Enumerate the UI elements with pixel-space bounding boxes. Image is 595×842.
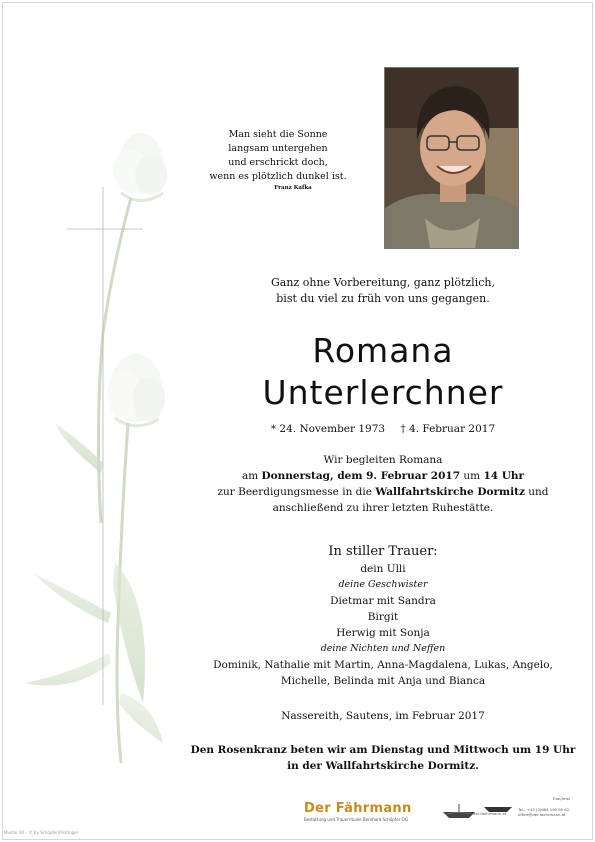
- rose-bloom-upper: [113, 133, 167, 201]
- mourner-line: Birgit: [367, 611, 399, 623]
- quote-line: wenn es plötzlich dunkel ist.: [209, 171, 347, 182]
- invite-text: zur Beerdigungsmesse in die: [217, 486, 376, 498]
- mourners-heading: In stiller Trauer:: [328, 544, 438, 559]
- footer-contact: [518, 796, 578, 817]
- quote-line: und erschrickt doch,: [228, 157, 328, 168]
- deceased-last-name: Unterlerchner: [262, 373, 504, 412]
- funeral-date: Donnerstag, dem 9. Februar 2017: [261, 470, 461, 482]
- life-dates: [183, 423, 583, 435]
- quote-block: [193, 128, 363, 192]
- church-name: Wallfahrtskirche Dormitz: [375, 486, 525, 498]
- birth-date: * 24. November 1973: [270, 423, 386, 435]
- quote-line: langsam untergehen: [228, 143, 328, 154]
- invite-line-4: anschließend zu ihrer letzten Ruhestätte.: [272, 502, 494, 514]
- invite-line-1: Wir begleiten Romana: [323, 454, 443, 466]
- brand-name: Der Fährmann: [304, 801, 412, 816]
- funeral-invitation: [183, 452, 583, 516]
- boat-icon: [441, 802, 477, 820]
- mourner-group-label: deine Geschwister: [338, 579, 428, 590]
- quote-author: Franz Kafka: [274, 185, 312, 191]
- portrait-image: [385, 68, 518, 248]
- mourner-line: Dietmar mit Sandra: [330, 595, 436, 607]
- mourner-line: Michelle, Belinda mit Anja und Bianca: [280, 675, 486, 687]
- contact-label: Tirol/Imst: [552, 796, 570, 801]
- invite-line-2: [183, 468, 583, 484]
- rose-decoration: [3, 3, 203, 839]
- small-print: Muster 00 – © by Schöpfer/Pirstinger: [4, 830, 79, 835]
- contact-phone: Tel.: +43 (0)664 195 99 62: [518, 807, 570, 812]
- rosary-line: Den Rosenkranz beten wir am Dienstag und Mittwoch um 19 Uhr: [190, 744, 576, 756]
- death-date: † 4. Februar 2017: [400, 423, 496, 435]
- mourner-line: Herwig mit Sonja: [336, 627, 430, 639]
- invite-line-3: [183, 484, 583, 500]
- mourner-line: Dominik, Nathalie mit Martin, Anna-Magdalena, Lukas, Angelo,: [213, 659, 553, 671]
- quote-line: Man sieht die Sonne: [228, 129, 328, 140]
- mourner-line: dein Ulli: [360, 563, 406, 575]
- rose-bloom-lower: [107, 354, 165, 426]
- contact-email: office@der-faehrmann.at: [518, 812, 566, 817]
- portrait-photo: [384, 67, 519, 249]
- rosary-line: in der Wallfahrtskirche Dormitz.: [287, 760, 479, 772]
- footer-web: der-faehrmann.at: [473, 811, 507, 816]
- invite-text: um: [460, 470, 484, 482]
- deceased-first-name: Romana: [312, 331, 454, 370]
- invite-text: am: [241, 470, 262, 482]
- rosary-notice: [183, 742, 583, 774]
- funeral-home-logo: [304, 797, 412, 822]
- intro-line: bist du viel zu früh von uns gegangen.: [276, 292, 490, 305]
- brand-subtitle: Bestattung und Trauerrituale Bernhard Schöpfer OG: [304, 817, 408, 822]
- invite-text: und: [524, 486, 549, 498]
- mourner-group-label: deine Nichten und Neffen: [320, 643, 446, 654]
- intro-text: [183, 275, 583, 307]
- intro-line: Ganz ohne Vorbereitung, ganz plötzlich,: [271, 276, 495, 289]
- mourners-list: [183, 543, 583, 689]
- obituary-page: [2, 2, 593, 840]
- place-date: Nassereith, Sautens, im Februar 2017: [281, 710, 485, 722]
- funeral-time: 14 Uhr: [483, 470, 525, 482]
